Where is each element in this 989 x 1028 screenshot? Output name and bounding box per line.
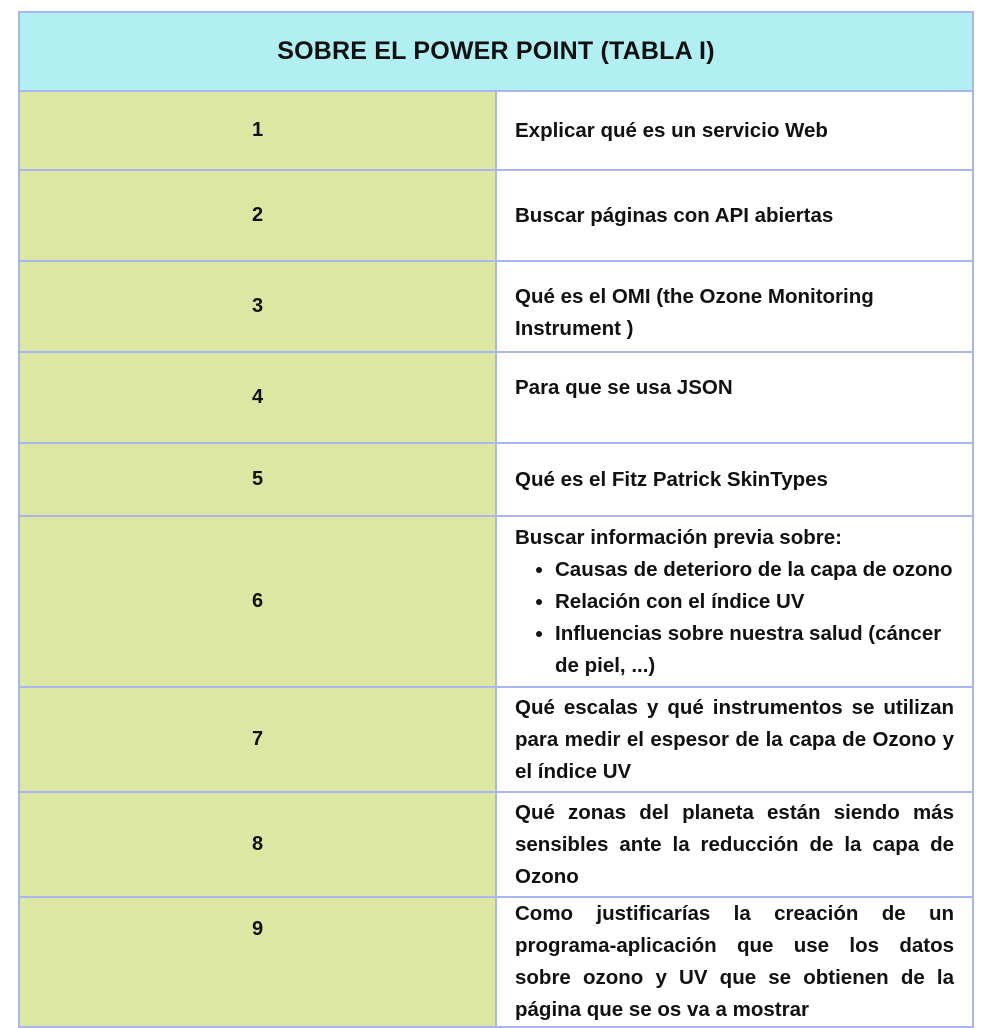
table-header-row [19,12,973,91]
row-text: Explicar qué es un servicio Web [496,91,973,170]
row-number: 3 [19,261,496,352]
row-text-cell [496,516,973,687]
table-row [19,261,973,352]
row-number: 5 [19,443,496,516]
table-row [19,91,973,170]
table-row [19,352,973,443]
list-item: • Relación con el índice UV [555,586,954,618]
row-number: 8 [19,792,496,897]
row-text: Qué es el OMI (the Ozone Monitoring Instrument ) [515,285,874,340]
row-text: Buscar información previa sobre: [515,525,842,549]
table-row [19,792,973,897]
power-point-table [18,11,974,1028]
row-text: Para que se usa JSON [515,376,733,399]
table-row [19,443,973,516]
row-number: 6 [19,516,496,687]
bullet-list [515,554,954,682]
row-text-cell [496,352,973,443]
row-text: Qué zonas del planeta están siendo más sensibles ante la reducción de la capa de Ozono [496,792,973,897]
row-text: Qué escalas y qué instrumentos se utilizan para medir el espesor de la capa de Ozono y el índice UV [496,687,973,792]
table-row [19,897,973,1027]
row-text: Buscar páginas con API abiertas [496,170,973,261]
table-row [19,687,973,792]
table-row [19,516,973,687]
row-number: 4 [19,352,496,443]
row-text: Qué es el Fitz Patrick SkinTypes [496,443,973,516]
list-item: • Influencias sobre nuestra salud (cáncer de piel, ...) [555,618,954,682]
list-item: • Causas de deterioro de la capa de ozono [555,554,954,586]
row-text-cell [496,261,973,352]
row-number-cell [19,897,496,1027]
row-number: 9 [251,918,264,940]
row-number: 1 [19,91,496,170]
table-title: SOBRE EL POWER POINT (TABLA I) [19,12,973,91]
row-number: 7 [19,687,496,792]
row-text: Como justificarías la creación de un programa-aplicación que use los datos sobre ozono y UV que se obtienen de la página que se os va a mostrar [496,897,973,1027]
row-number: 2 [19,170,496,261]
table-row [19,170,973,261]
